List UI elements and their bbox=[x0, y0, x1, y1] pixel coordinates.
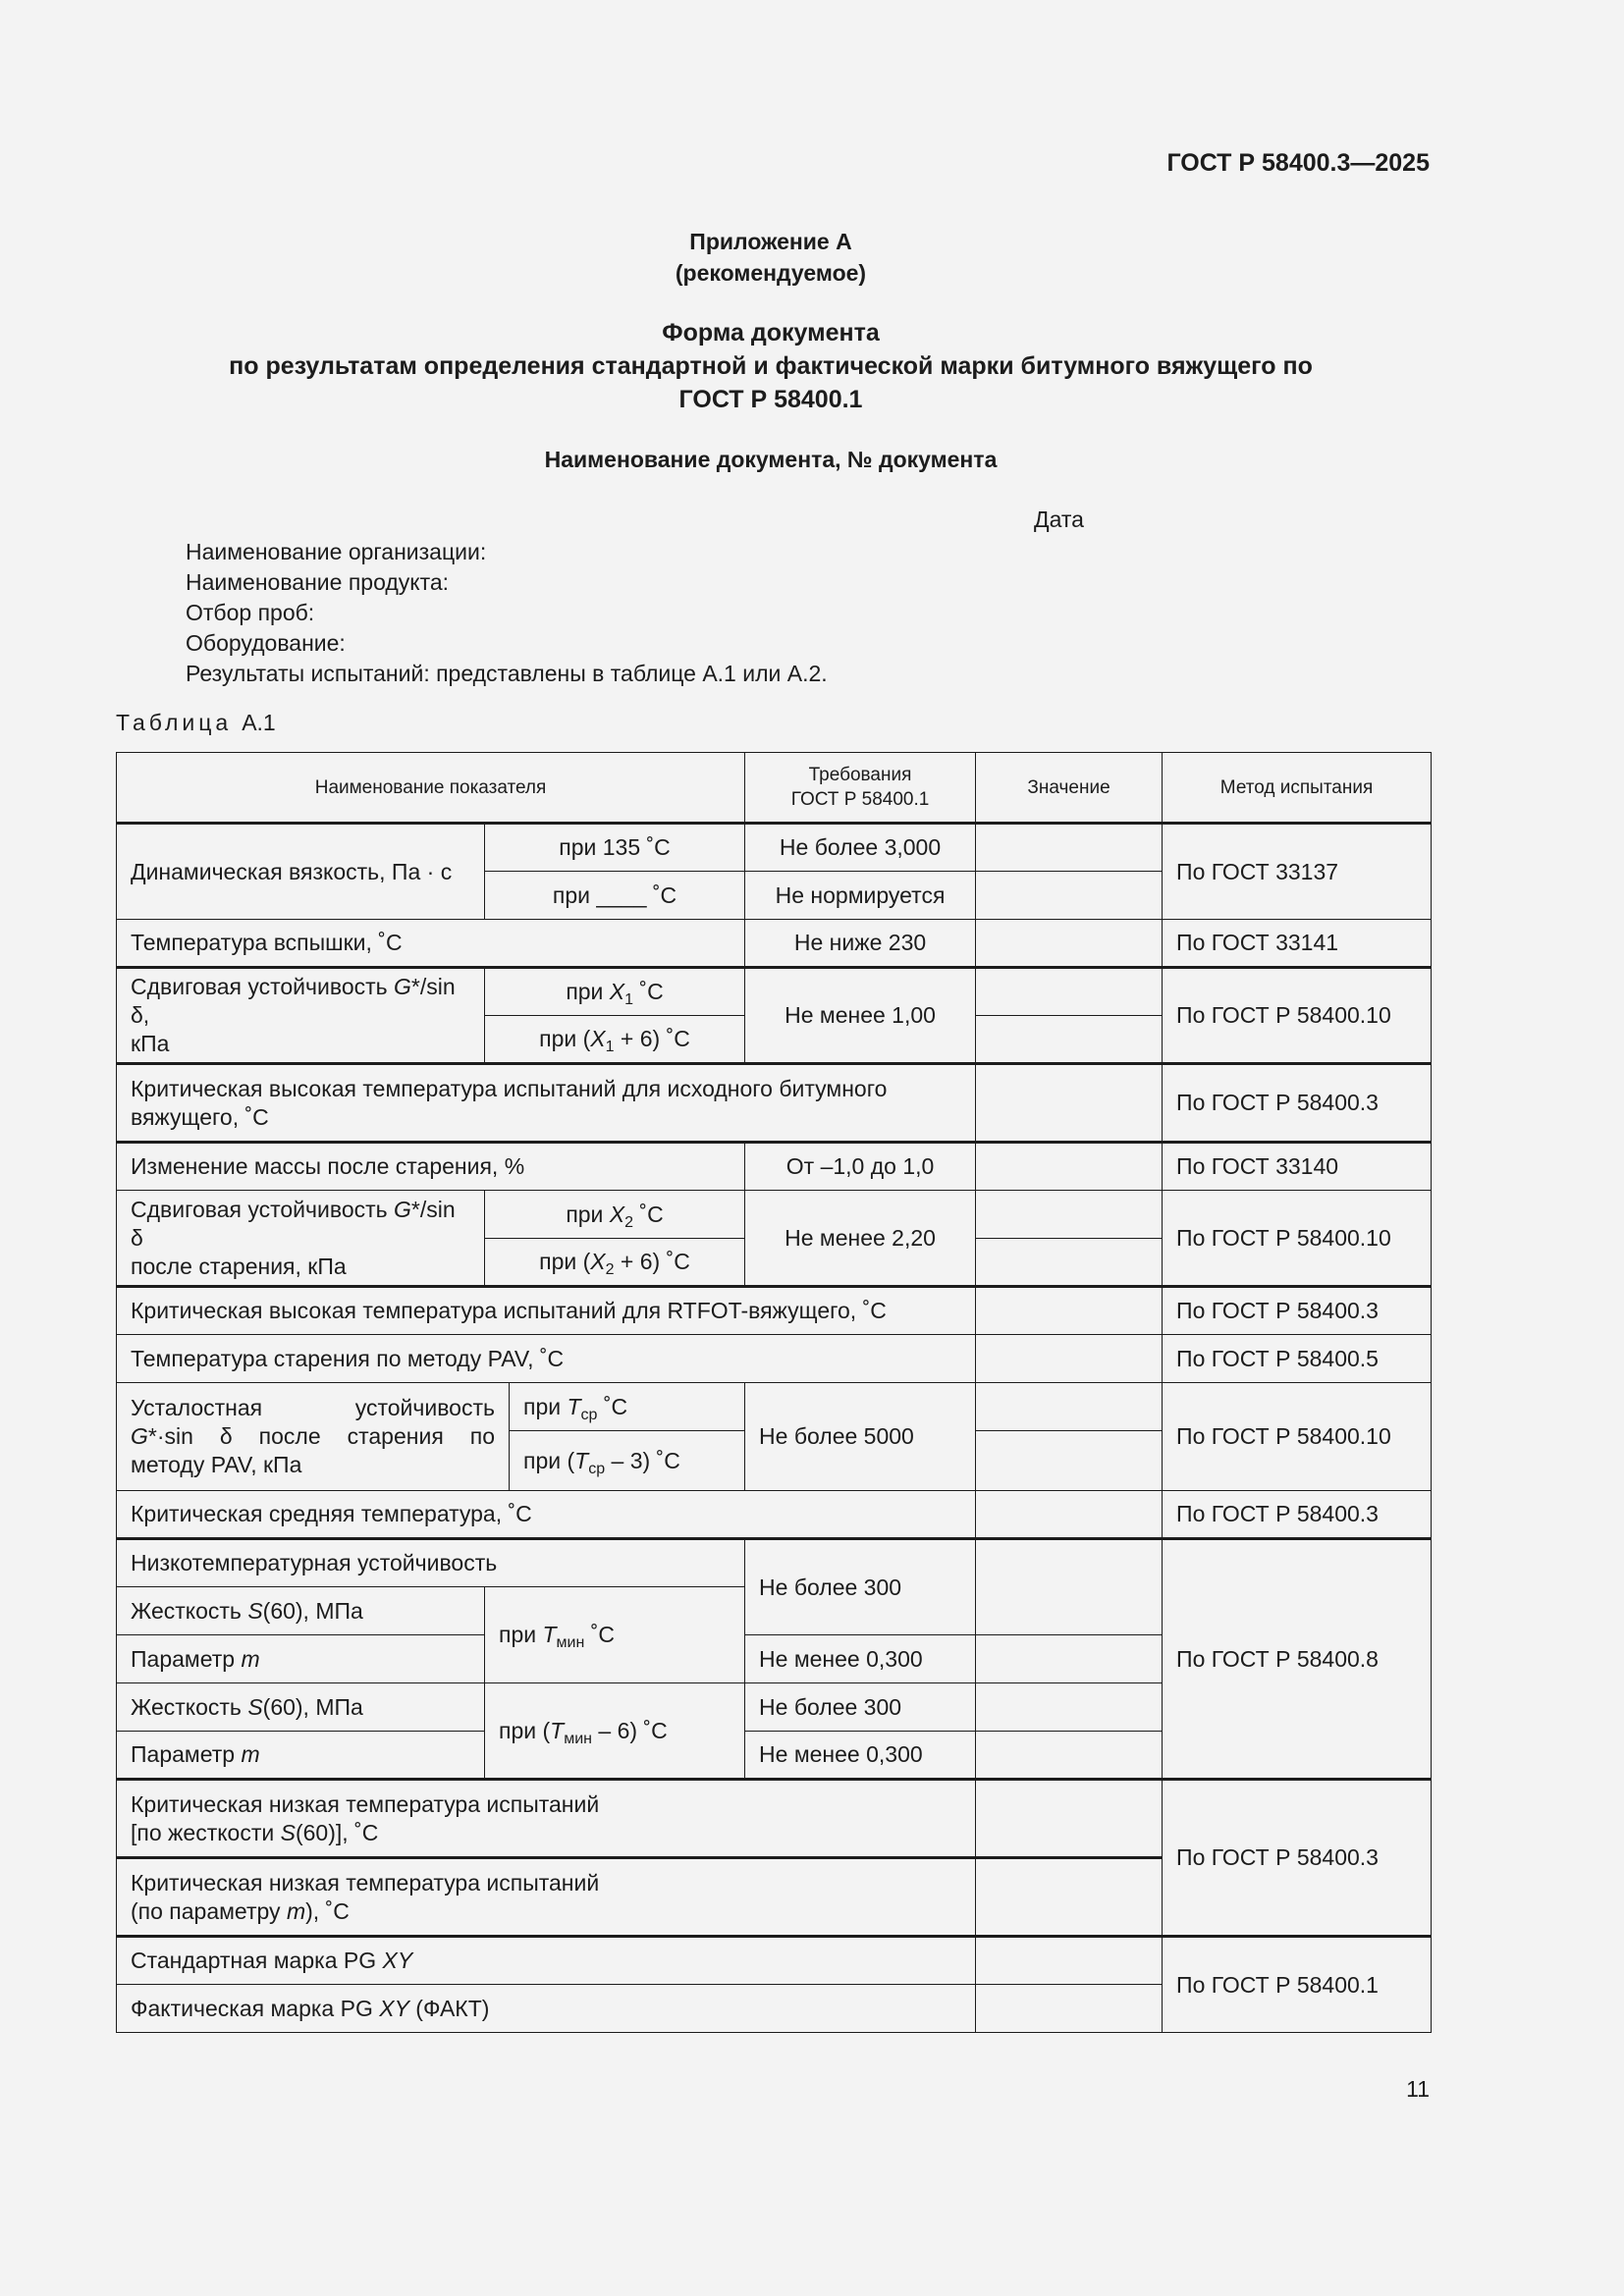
indicator-cell: Динамическая вязкость, Па · с bbox=[117, 824, 485, 920]
method-cell: По ГОСТ Р 58400.3 bbox=[1163, 1780, 1432, 1937]
indicator-cell: Жесткость S(60), МПа bbox=[117, 1683, 485, 1732]
value-cell bbox=[976, 920, 1163, 968]
indicator-cell: Критическая высокая температура испытаний для исходного битумного вяжущего, ˚С bbox=[117, 1064, 976, 1143]
requirement-cell: От –1,0 до 1,0 bbox=[745, 1143, 976, 1191]
value-cell bbox=[976, 1937, 1163, 1985]
header-req-line-2: ГОСТ Р 58400.1 bbox=[790, 789, 930, 810]
value-cell bbox=[976, 1491, 1163, 1539]
equipment-label: Оборудование: bbox=[186, 630, 346, 656]
indicator-cell: Стандартная марка PG XY bbox=[117, 1937, 976, 1985]
table-row bbox=[117, 1937, 1432, 1985]
results-table bbox=[116, 752, 1432, 2033]
value-cell bbox=[976, 1683, 1163, 1732]
indicator-cell: Сдвиговая устойчивость G*/sin δ после старения, кПа bbox=[117, 1191, 485, 1287]
method-cell: По ГОСТ Р 58400.10 bbox=[1163, 968, 1432, 1064]
header-indicator: Наименование показателя bbox=[117, 753, 745, 824]
table-row bbox=[117, 1335, 1432, 1383]
indicator-cell: Критическая средняя температура, ˚С bbox=[117, 1491, 976, 1539]
value-cell bbox=[976, 1858, 1163, 1937]
header-req-line-1: Требования bbox=[808, 765, 912, 785]
table-row bbox=[117, 824, 1432, 872]
page-number: 11 bbox=[1406, 2076, 1430, 2102]
requirement-cell: Не нормируется bbox=[745, 872, 976, 920]
value-cell bbox=[976, 1239, 1163, 1287]
table-row bbox=[117, 1191, 1432, 1239]
value-cell bbox=[976, 1985, 1163, 2033]
value-cell bbox=[976, 1016, 1163, 1064]
table-row bbox=[117, 1064, 1432, 1143]
value-cell bbox=[976, 1431, 1163, 1491]
table-row bbox=[117, 1287, 1432, 1335]
table-header-row bbox=[117, 753, 1432, 824]
value-cell bbox=[976, 1383, 1163, 1431]
requirement-cell: Не более 3,000 bbox=[745, 824, 976, 872]
value-cell bbox=[976, 1287, 1163, 1335]
table-caption-word: Таблица bbox=[116, 710, 233, 735]
indicator-cell: Параметр m bbox=[117, 1732, 485, 1780]
indicator-cell: Критическая низкая температура испытаний (по параметру m), ˚С bbox=[117, 1858, 976, 1937]
condition-cell: при $X_2$ ˚С bbox=[485, 1191, 745, 1239]
indicator-cell: Критическая низкая температура испытаний [по жесткости S(60)], ˚С bbox=[117, 1780, 976, 1858]
table-row bbox=[117, 1143, 1432, 1191]
form-title-line-1: Форма документа bbox=[662, 319, 880, 347]
form-title bbox=[0, 316, 1542, 416]
appendix-heading bbox=[0, 226, 1542, 289]
sampling-label: Отбор проб: bbox=[186, 600, 315, 625]
method-cell: По ГОСТ Р 58400.10 bbox=[1163, 1191, 1432, 1287]
value-cell bbox=[976, 1143, 1163, 1191]
condition-cell: при $(X_1 + 6)$ ˚С bbox=[485, 1016, 745, 1064]
condition-cell: при $(Т_{мин} - 6)$ ˚С bbox=[485, 1683, 745, 1780]
standard-number: ГОСТ Р 58400.3—2025 bbox=[1166, 149, 1430, 177]
results-label: Результаты испытаний: представлены в таблице А.1 или А.2. bbox=[186, 661, 828, 686]
indicator-cell: Критическая высокая температура испытаний для RTFOT-вяжущего, ˚С bbox=[117, 1287, 976, 1335]
header-value: Значение bbox=[976, 753, 1163, 824]
indicator-cell: Температура старения по методу PAV, ˚С bbox=[117, 1335, 976, 1383]
document-name-label: Наименование документа, № документа bbox=[544, 447, 998, 472]
condition-cell: при $Т_{мин}$ ˚С bbox=[485, 1587, 745, 1683]
table-row bbox=[117, 968, 1432, 1016]
requirement-cell: Не менее 0,300 bbox=[745, 1635, 976, 1683]
requirement-cell: Не менее 2,20 bbox=[745, 1191, 976, 1287]
method-cell: По ГОСТ Р 58400.5 bbox=[1163, 1335, 1432, 1383]
requirement-cell: Не ниже 230 bbox=[745, 920, 976, 968]
table-caption-number: А.1 bbox=[242, 710, 276, 735]
value-cell bbox=[976, 1539, 1163, 1635]
requirement-cell: Не более 300 bbox=[745, 1683, 976, 1732]
condition-cell: при $(Т_{ср} - 3)$ ˚С bbox=[510, 1431, 745, 1491]
product-label: Наименование продукта: bbox=[186, 569, 450, 595]
indicator-cell: Параметр m bbox=[117, 1635, 485, 1683]
requirement-cell: Не менее 1,00 bbox=[745, 968, 976, 1064]
indicator-cell: Температура вспышки, ˚С bbox=[117, 920, 745, 968]
value-cell bbox=[976, 824, 1163, 872]
method-cell: По ГОСТ Р 58400.8 bbox=[1163, 1539, 1432, 1780]
table-row bbox=[117, 1383, 1432, 1431]
table-caption bbox=[116, 710, 276, 736]
appendix-status: (рекомендуемое) bbox=[675, 260, 867, 286]
method-cell: По ГОСТ Р 58400.3 bbox=[1163, 1491, 1432, 1539]
header-method: Метод испытания bbox=[1163, 753, 1432, 824]
value-cell bbox=[976, 1732, 1163, 1780]
method-cell: По ГОСТ Р 58400.3 bbox=[1163, 1287, 1432, 1335]
value-cell bbox=[976, 1780, 1163, 1858]
indicator-cell: Жесткость S(60), МПа bbox=[117, 1587, 485, 1635]
value-cell bbox=[976, 1635, 1163, 1683]
method-cell: По ГОСТ 33141 bbox=[1163, 920, 1432, 968]
appendix-label: Приложение А bbox=[689, 229, 852, 254]
condition-cell: при $(X_2 + 6)$ ˚С bbox=[485, 1239, 745, 1287]
value-cell bbox=[976, 1064, 1163, 1143]
method-cell: По ГОСТ 33140 bbox=[1163, 1143, 1432, 1191]
date-label: Дата bbox=[1034, 507, 1084, 532]
header-requirements bbox=[745, 753, 976, 824]
form-title-line-3: ГОСТ Р 58400.1 bbox=[678, 386, 863, 413]
value-cell bbox=[976, 968, 1163, 1016]
condition-cell: при ____ ˚С bbox=[485, 872, 745, 920]
method-cell: По ГОСТ Р 58400.3 bbox=[1163, 1064, 1432, 1143]
indicator-cell: Фактическая марка PG XY (ФАКТ) bbox=[117, 1985, 976, 2033]
table-row bbox=[117, 1491, 1432, 1539]
method-cell: По ГОСТ 33137 bbox=[1163, 824, 1432, 920]
requirement-cell: Не более 5000 bbox=[745, 1383, 976, 1491]
requirement-cell: Не менее 0,300 bbox=[745, 1732, 976, 1780]
indicator-cell: Сдвиговая устойчивость G*/sin δ, кПа bbox=[117, 968, 485, 1064]
condition-cell: при $X_1$ ˚С bbox=[485, 968, 745, 1016]
organization-label: Наименование организации: bbox=[186, 539, 487, 564]
requirement-cell: Не более 300 bbox=[745, 1539, 976, 1635]
indicator-cell: Низкотемпературная устойчивость bbox=[117, 1539, 745, 1587]
condition-cell: при 135 ˚С bbox=[485, 824, 745, 872]
value-cell bbox=[976, 872, 1163, 920]
form-title-line-2: по результатам определения стандартной и фактической марки битумного вяжущего по bbox=[229, 352, 1313, 380]
method-cell: По ГОСТ Р 58400.10 bbox=[1163, 1383, 1432, 1491]
condition-cell: при $Т_{ср}$ ˚С bbox=[510, 1383, 745, 1431]
table-row bbox=[117, 1780, 1432, 1858]
table-row bbox=[117, 1539, 1432, 1587]
table-row bbox=[117, 920, 1432, 968]
indicator-cell: Изменение массы после старения, % bbox=[117, 1143, 745, 1191]
info-block bbox=[186, 537, 828, 689]
method-cell: По ГОСТ Р 58400.1 bbox=[1163, 1937, 1432, 2033]
value-cell bbox=[976, 1335, 1163, 1383]
indicator-cell: Усталостная устойчивость G*·sin δ после старения по методу PAV, кПа bbox=[117, 1383, 510, 1491]
value-cell bbox=[976, 1191, 1163, 1239]
